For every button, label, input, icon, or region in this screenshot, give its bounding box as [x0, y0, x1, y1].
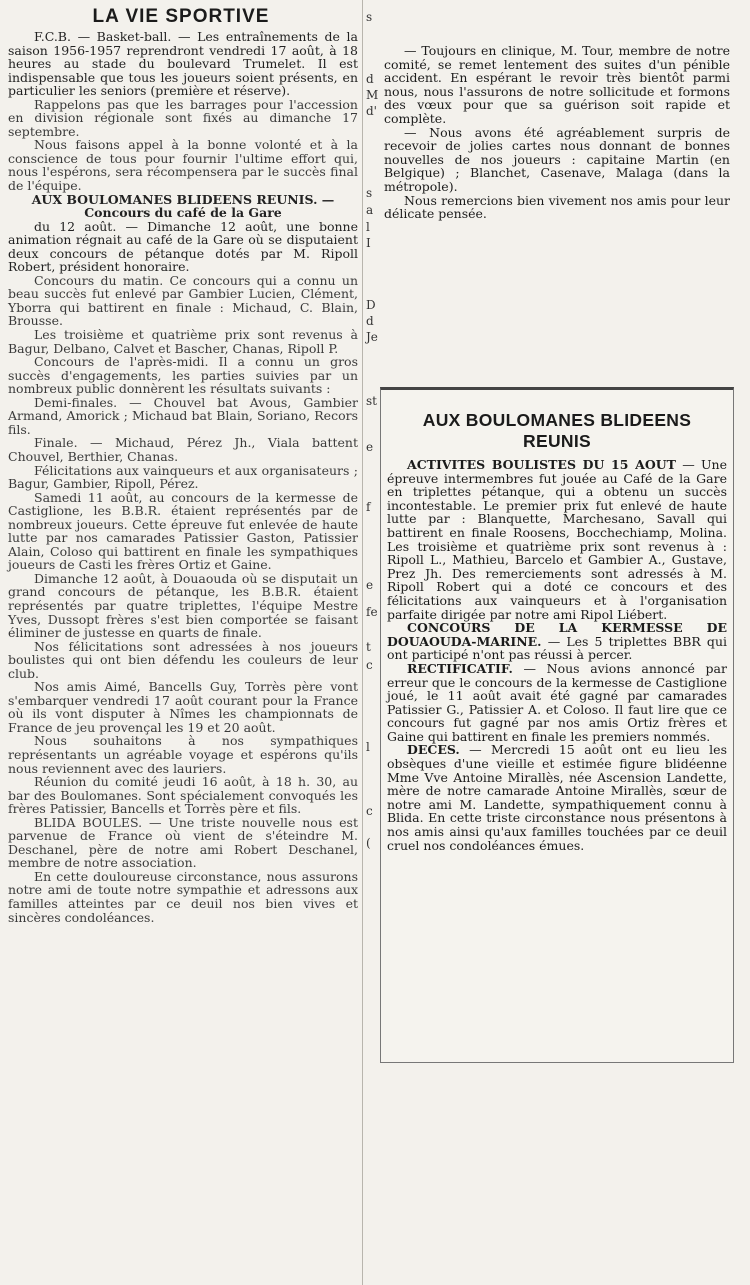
gutter-letter: Je [366, 330, 378, 344]
activites-body: — Une épreuve intermembres fut jouée au Café de la Gare en triplettes pétanque, qui a obtenu un succès incontestable. Le premier prix fut enlevé de haute lutte par : Blanquette, Marchesano, Savall qui battirent en finale Roosens, Bocchechiamp, Molina. Les troisième et quatrième prix sont revenus à : Ripoll L., Mathieu, Barcelo et Gambier A., Gustave, Prez Jh. Des remerciements sont adressés à M. Ripoll Robert qui a doté ce concours et des félicitations aux vainqueurs et à l'organisation parfaite dirigée par notre ami Ripol Liébert. [387, 457, 727, 622]
gutter-letter: st [366, 394, 377, 408]
gutter-letter: s [366, 10, 373, 24]
appeal-paragraph: Nous faisons appel à la bonne volonté et à la conscience de tous pour fournir l'ultime effort qui, nous l'espérons, sera récompensera par le succès final de l'équipe. [8, 137, 358, 194]
reunion-paragraph: Réunion du comité jeudi 16 août, à 18 h. 30, au bar des Boulomanes. Sont spécialement convoqués les frères Patissier, Bancells et Torrès père et fils. [8, 774, 358, 817]
gutter-letter: c [366, 658, 373, 672]
souhaits-paragraph: Nous souhaitons à nos sympathiques représentants un agréable voyage et espérons qu'ils nous reviennent avec des lauriers. [8, 733, 358, 776]
activites-paragraph [387, 458, 727, 621]
column-divider [362, 0, 363, 1285]
clinique-paragraph: — Toujours en clinique, M. Tour, membre de notre comité, se remet lentement des suites d'un pénible accident. En espérant le revoir très bientôt parmi nous, nous l'assurons de notre sollicitude et formons des vœux pour que sa guérison soit rapide et complète. [384, 43, 730, 126]
blida-boules-paragraph: BLIDA BOULES. — Une triste nouvelle nous est parvenue de France où vient de s'éteindre M. Deschanel, père de notre ami Robert Deschanel, membre de notre association. [8, 814, 358, 871]
deces-paragraph [387, 743, 727, 852]
gutter-letter: M [366, 88, 379, 102]
kermesse-title: CONCOURS DE LA KERMESSE DE DOUAOUDA-MARINE. [387, 620, 727, 649]
concours-matin-paragraph: Concours du matin. Ce concours qui a connu un beau succès fut enlevé par Gambier Lucien, Clément, Yborra qui battirent en finale : Michaud, C. Blain, Brousse. [8, 272, 358, 329]
deces-body: — Mercredi 15 août ont eu lieu les obsèques d'une vieille et estimée figure blidéenne Mme Vve Antoine Mirallès, née Ascension Landette, mère de notre camarade Antoine Mirallès, sœur de notre ami M. Landette, sympathiquement connu à Blida. En cette triste circonstance nous présentons à nos amis ainsi qu'aux familles touchées par ce deuil cruel nos condoléances émues. [387, 742, 727, 853]
gutter-letter: D [366, 298, 376, 312]
basketball-paragraph: F.C.B. — Basket-ball. — Les entraînements de la saison 1956-1957 reprendront vendredi 17 août, à 18 heures au stade du boulevard Trumelet. Il est indispensable que tous les joueurs soient présents, en particulier les seniors (première et réserve). [8, 29, 358, 99]
gutter-letter: l [366, 220, 370, 234]
gutter-letter: d [366, 314, 374, 328]
rectificatif-title: RECTIFICATIF. [407, 660, 513, 676]
condoleances-paragraph: En cette douloureuse circonstance, nous assurons notre ami de toute notre sympathie et adressons aux familles atteintes par ce deuil nos bien vives et sincères condoléances. [8, 868, 358, 925]
deces-title: DECES. [407, 742, 460, 758]
left-column [0, 6, 362, 1285]
cartes-paragraph: — Nous avons été agréablement surpris de recevoir de jolies cartes nous donnant de bonnes nouvelles de nos joueurs : capitaine Martin (en Belgique) ; Blanchet, Casenave, Malaga (dans la métropole). [384, 124, 730, 194]
douaouda-paragraph: Dimanche 12 août, à Douaouda où se disputait un grand concours de pétanque, les B.B.R. étaient représentés par quatre triplettes, l'équipe Mestre Yves, Dussopt frères s'est bien comportée se faisant éliminer de justesse en quarts de finale. [8, 570, 358, 641]
remerciements-paragraph: Nous remercions bien vivement nos amis pour leur délicate pensée. [384, 192, 730, 222]
finale-paragraph: Finale. — Michaud, Pérez Jh., Viala battent Chouvel, Berthier, Chanas. [8, 435, 358, 464]
concours-apres-midi-paragraph: Concours de l'après-midi. Il a connu un gros succès d'engagements, les parties suivies par un nombreux public donnèrent les résultats suivants : [8, 354, 358, 397]
kermesse-body: — Les 5 triplettes BBR qui ont participé n'ont pas réussi à percer. [387, 633, 727, 663]
gutter-letter: e [366, 440, 374, 454]
felicitations-paragraph: Félicitations aux vainqueurs et aux organisateurs ; Bagur, Gambier, Ripoll, Pérez. [8, 462, 358, 492]
gutter-letter: a [366, 203, 374, 217]
kermesse-paragraph [387, 621, 727, 662]
gutter-letter: d' [366, 104, 377, 118]
gutter-letter: e [366, 578, 374, 592]
gutter-letter: ( [366, 836, 371, 850]
gutter-letter [366, 820, 380, 834]
gutter-letter: l [366, 740, 370, 754]
box-title: AUX BOULOMANES BLIDEENS REUNIS [422, 410, 692, 451]
right-column-top [384, 44, 730, 221]
demi-finales-paragraph: Demi-finales. — Chouvel bat Avous, Gambier Armand, Amorick ; Michaud bat Blain, Soriano, Recors fils. [8, 394, 358, 437]
nimes-paragraph: Nos amis Aimé, Bancells Guy, Torrès père vont s'embarquer vendredi 17 août courant pour la France où ils vont disputer à Nîmes les championnats de France de jeu provençal les 19 et 20 août. [8, 679, 358, 735]
gutter-letter: s [366, 186, 373, 200]
joueurs-paragraph: Nos félicitations sont adressées à nos joueurs boulistes qui ont bien défendu les couleurs de leur club. [8, 638, 358, 681]
castiglione-paragraph: Samedi 11 août, au concours de la kermesse de Castiglione, les B.B.R. étaient représentés par de nombreux joueurs. Cette épreuve fut enlevée de haute lutte par nos camarades Patissier Gaston, Patissier Alain, Coloso qui battirent en finale les sympathiques joueurs de Casti les frères Ortiz et Gaine. [8, 489, 358, 573]
gutter-letter: c [366, 804, 373, 818]
section-heading: LA VIE SPORTIVE [92, 6, 270, 27]
boulomanes-box [380, 387, 734, 1063]
barrages-paragraph: Rappelons pas que les barrages pour l'accession en division régionale sont fixés au dimanche 17 septembre. [8, 96, 358, 139]
activites-title: ACTIVITES BOULISTES DU 15 AOUT [407, 457, 676, 472]
rectificatif-body: — Nous avions annoncé par erreur que le concours de la kermesse de Castiglione joué, le 11 août avait été gagné par camarades Patissier G., Patissier A. et Coloso. Il faut lire que ce concours fut gagné par nos amis Ortiz frères et Gaine qui battirent en finale les premiers nommés. [387, 660, 727, 744]
rectificatif-paragraph [387, 662, 727, 744]
gutter-letter: d [366, 72, 374, 86]
gutter-letter: I [366, 236, 371, 250]
gutter-letter: f [366, 500, 371, 514]
troisieme-prix-paragraph: Les troisième et quatrième prix sont revenus à Bagur, Delbano, Calvet et Bascher, Chanas, Ripoll P. [8, 327, 358, 356]
gutter-letter: t [366, 640, 371, 654]
boulomanes-heading: AUX BOULOMANES BLIDEENS REUNIS. — Concours du café de la Gare [31, 191, 335, 221]
gutter-letter: fe [366, 605, 378, 619]
cafe-gare-paragraph: du 12 août. — Dimanche 12 août, une bonne animation régnait au café de la Gare où se disputaient deux concours de pétanque dotés par M. Ripoll Robert, président honoraire. [8, 218, 358, 275]
